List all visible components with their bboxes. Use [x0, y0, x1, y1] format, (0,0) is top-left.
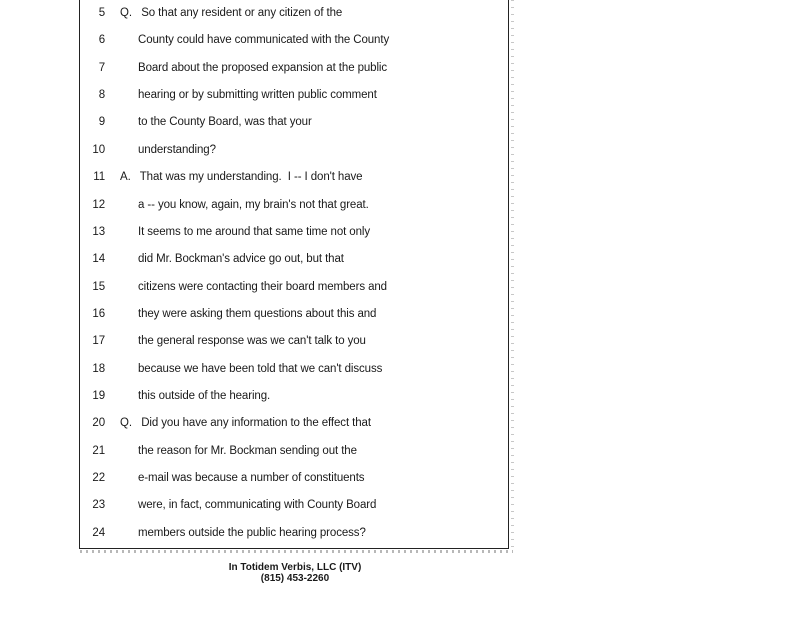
line-number: 19	[92, 389, 105, 402]
transcript-line	[79, 304, 509, 324]
line-text: the general response was we can't talk to you	[138, 335, 366, 348]
line-number: 23	[92, 499, 105, 512]
scan-bottom-artifact	[80, 550, 513, 553]
line-text: they were asking them questions about this and	[138, 307, 377, 320]
line-number: 5	[98, 7, 105, 19]
transcript-line	[79, 468, 509, 488]
line-number: 24	[92, 526, 105, 539]
line-text: County could have communicated with the County	[138, 34, 390, 47]
line-text: because we have been told that we can't discuss	[138, 362, 383, 375]
transcript-line	[79, 413, 509, 433]
line-number: 6	[98, 34, 105, 47]
transcript-line	[79, 30, 509, 50]
reporter-company: In Totidem Verbis, LLC (ITV)	[228, 562, 362, 573]
line-number: 13	[92, 225, 105, 238]
line-text: did Mr. Bockman's advice go out, but that	[138, 253, 344, 266]
line-text: A. That was my understanding. I -- I don't have	[120, 171, 363, 184]
line-text: Board about the proposed expansion at the public	[138, 61, 388, 74]
transcript-line	[79, 277, 509, 297]
line-number: 7	[98, 61, 105, 74]
transcript-line	[79, 441, 509, 461]
transcript-line	[79, 167, 509, 187]
transcript-line	[79, 3, 509, 23]
line-number: 21	[92, 444, 105, 457]
transcript-line	[79, 85, 509, 105]
transcript-page-frame	[79, 0, 509, 549]
line-text: Q. So that any resident or any citizen of the	[120, 7, 343, 19]
line-number: 16	[92, 307, 105, 320]
line-text: Q. Did you have any information to the effect that	[120, 417, 371, 430]
line-number: 18	[92, 362, 105, 375]
line-text: the reason for Mr. Bockman sending out the	[138, 444, 357, 457]
line-number: 22	[92, 472, 105, 484]
transcript-line	[79, 140, 509, 160]
line-text: It seems to me around that same time not only	[138, 225, 371, 238]
line-number: 11	[93, 171, 105, 184]
line-text: this outside of the hearing.	[138, 389, 271, 402]
line-number: 8	[98, 89, 105, 102]
scan-edge-artifact	[511, 0, 514, 552]
transcript-line	[79, 249, 509, 269]
line-number: 9	[98, 116, 105, 129]
transcript-line	[79, 331, 509, 351]
transcript-line	[79, 523, 509, 543]
transcript-line	[79, 58, 509, 78]
line-text: were, in fact, communicating with County Board	[138, 499, 377, 512]
line-number: 20	[92, 417, 105, 430]
line-text: understanding?	[138, 143, 216, 156]
line-number: 10	[92, 143, 105, 156]
line-text: a -- you know, again, my brain's not that great.	[138, 198, 369, 211]
line-number: 14	[92, 253, 105, 266]
transcript-line	[79, 112, 509, 132]
line-number: 15	[92, 280, 105, 293]
transcript-line	[79, 359, 509, 379]
transcript-line	[79, 222, 509, 242]
line-number: 17	[92, 335, 105, 348]
line-text: hearing or by submitting written public comment	[138, 89, 377, 102]
transcript-line	[79, 195, 509, 215]
line-text: to the County Board, was that your	[138, 116, 312, 129]
line-number: 12	[92, 198, 105, 211]
reporter-phone: (815) 453-2260	[260, 573, 330, 584]
line-text: e-mail was because a number of constituents	[138, 472, 365, 484]
transcript-line	[79, 386, 509, 406]
transcript-line	[79, 495, 509, 515]
line-text: citizens were contacting their board members and	[138, 280, 387, 293]
line-text: members outside the public hearing process?	[138, 526, 366, 539]
